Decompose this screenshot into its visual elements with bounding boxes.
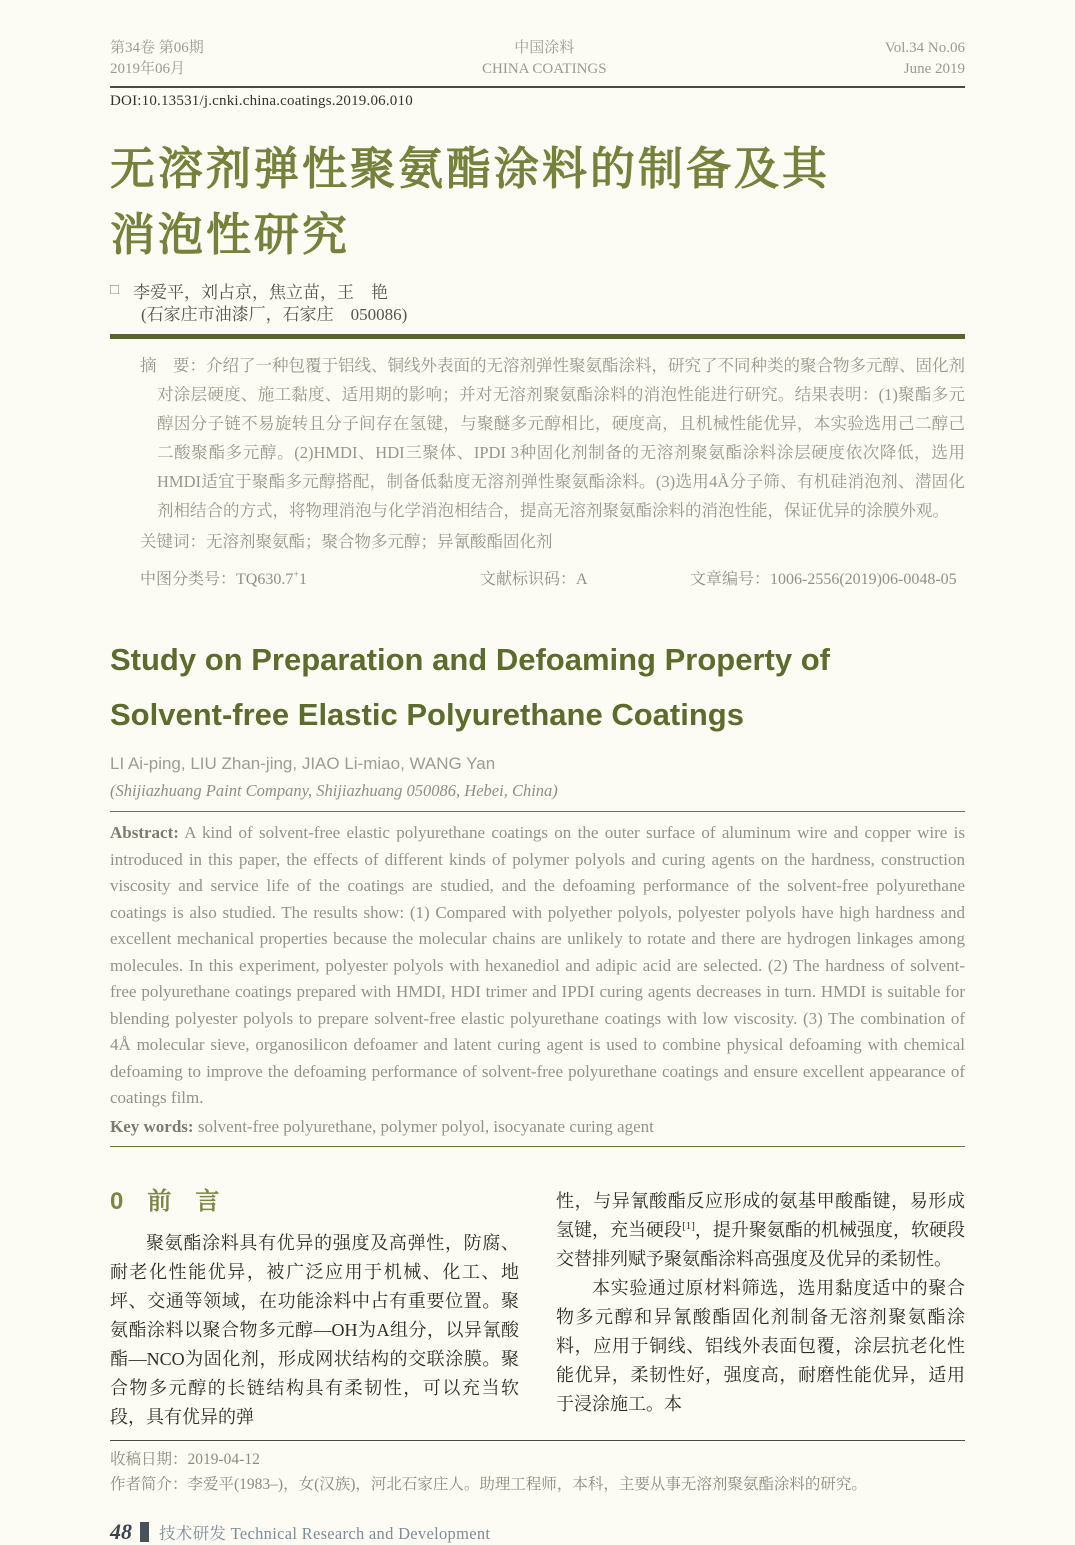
intro-paragraph-1: 聚氨酯涂料具有优异的强度及高弹性，防腐、耐老化性能优异，被广泛应用于机械、化工、地坪、交通等领域，在功能涂料中占有重要位置。聚氨酯涂料以聚合物多元醇—OH为A组分，以异氰酸酯—NCO为固化剂，形成网状结构的交联涂膜。聚合物多元醇的长链结构具有柔韧性，可以充当软段，具有优异的弹 xyxy=(110,1233,519,1427)
paper-title-en-line1: Study on Preparation and Defoaming Property of xyxy=(110,642,830,677)
author-marker-icon: □ xyxy=(110,282,120,298)
paper-title-zh-line2: 消泡性研究 xyxy=(110,209,351,260)
paper-title-zh-line1: 无溶剂弹性聚氨酯涂料的制备及其 xyxy=(110,143,831,194)
clc-sup: + xyxy=(293,569,299,581)
received-date: 收稿日期：2019-04-12 xyxy=(110,1451,260,1468)
journal-header xyxy=(110,38,965,88)
paper-title-zh xyxy=(110,136,965,268)
author-bio: 作者简介：李爱平(1983–)，女(汉族)，河北石家庄人。助理工程师，本科，主要从事无溶剂聚氨酯涂料的研究。 xyxy=(110,1476,867,1493)
journal-volume-issue-en xyxy=(885,38,965,80)
authors-zh-row xyxy=(110,278,965,303)
intro-paragraph-2: 本实验通过原材料筛选，选用黏度适中的聚合物多元醇和异氰酸酯固化剂制备无溶剂聚氨酯涂料，应用于铜线、铝线外表面包覆，涂层抗老化性能优异，柔韧性好，强度高，耐磨性能优异，适用于浸涂施工。本 xyxy=(556,1278,965,1414)
citation-ref-1: [1] xyxy=(682,1220,695,1232)
paper-title-en-line2: Solvent-free Elastic Polyurethane Coatings xyxy=(110,697,744,732)
paper-title-en xyxy=(110,632,965,742)
abstract-zh-label: 摘 要： xyxy=(140,356,206,375)
keywords-en-text: solvent-free polyurethane, polymer polyol, isocyanate curing agent xyxy=(193,1116,654,1136)
keywords-zh-text: 无溶剂聚氨酯；聚合物多元醇；异氰酸酯固化剂 xyxy=(206,532,553,551)
intro-column-right xyxy=(556,1187,965,1432)
keywords-zh-label: 关键词： xyxy=(140,532,206,551)
clc-main: 中图分类号：TQ630.7 xyxy=(140,571,294,588)
doi-line: DOI:10.13531/j.cnki.china.coatings.2019.06.010 xyxy=(110,93,413,109)
page-number: 48 xyxy=(110,1519,132,1544)
authors-zh: 李爱平，刘占京，焦立苗，王 艳 xyxy=(133,283,389,302)
document-code: 文献标识码：A xyxy=(480,571,588,588)
page-footer xyxy=(110,1519,965,1545)
volume-issue-zh: 第34卷 第06期 xyxy=(110,40,204,56)
intro-paragraph-1-continued xyxy=(556,1187,965,1274)
journal-volume-issue xyxy=(110,38,204,80)
journal-name-en: CHINA COATINGS xyxy=(482,61,607,77)
footer-bar-icon xyxy=(140,1522,149,1542)
intro-p1-cont-a: 性，与异氰酸酯反应形成的氨基甲酸酯键，易形成氢键，充当硬段 xyxy=(556,1191,965,1240)
clc-number xyxy=(140,568,480,592)
intro-p1-cont-b: ，提升聚氨酯的机械强度，软硬段交替排列赋予聚氨酯涂料高强度及优异的柔韧性。 xyxy=(556,1220,966,1269)
introduction-section xyxy=(110,1187,965,1432)
journal-name xyxy=(482,38,607,80)
keywords-en xyxy=(110,1114,965,1141)
date-zh: 2019年06月 xyxy=(110,61,186,77)
intro-column-left xyxy=(110,1187,519,1432)
keywords-zh xyxy=(140,527,965,556)
date-en: June 2019 xyxy=(903,61,965,77)
footer-section-label: 技术研发 Technical Research and Development xyxy=(159,1524,491,1543)
journal-name-zh: 中国涂料 xyxy=(514,40,575,56)
keywords-en-label: Key words: xyxy=(110,1116,194,1136)
clc-tail: 1 xyxy=(298,571,307,588)
section-divider-line xyxy=(110,1146,965,1147)
abstract-en-label: Abstract: xyxy=(110,823,179,842)
affiliation-en: (Shijiazhuang Paint Company, Shijiazhuang 050086, Hebei, China) xyxy=(110,781,558,800)
authors-en: LI Ai-ping, LIU Zhan-jing, JIAO Li-miao, WANG Yan xyxy=(110,754,496,773)
volume-issue-en: Vol.34 No.06 xyxy=(884,40,965,56)
abstract-divider-line xyxy=(110,811,965,812)
footnote-divider-line xyxy=(110,1440,965,1441)
section-heading-intro: 0 前 言 xyxy=(110,1188,220,1215)
article-meta-row xyxy=(140,568,965,592)
abstract-en xyxy=(110,820,965,1112)
abstract-zh-text: 介绍了一种包覆于铝线、铜线外表面的无溶剂弹性聚氨酯涂料，研究了不同种类的聚合物多元醇、固化剂对涂层硬度、施工黏度、适用期的影响；并对无溶剂聚氨酯涂料的消泡性能进行研究。结果表明：(1)聚酯多元醇因分子链不易旋转且分子间存在氢键，与聚醚多元醇相比，硬度高，且机械性能优异，本实验选用己二醇己二酸聚酯多元醇。(2)HMDI、HDI三聚体、IPDI 3种固化剂制备的无溶剂聚氨酯涂料涂层硬度依次降低，选用HMDI适宜于聚酯多元醇搭配，制备低黏度无溶剂弹性聚氨酯涂料。(3)选用4Å分子筛、有机硅消泡剂、潜固化剂相结合的方式，将物理消泡与化学消泡相结合，提高无溶剂聚氨酯涂料的消泡性能，保证优异的涂膜外观。 xyxy=(157,356,965,520)
title-divider-bar xyxy=(110,334,965,339)
article-id: 文章编号：1006-2556(2019)06-0048-05 xyxy=(690,571,957,588)
affiliation-zh: (石家庄市油漆厂，石家庄 050086) xyxy=(141,305,408,324)
abstract-zh xyxy=(140,351,965,525)
abstract-en-text: A kind of solvent-free elastic polyurethane coatings on the outer surface of aluminum wire and copper wire is introduced in this paper, the effects of different kinds of polymer polyols and curing agents on the hardness, construction viscosity and service life of the coatings are studied, and the defoaming performance of the solvent-free polyurethane coatings is also studied. The results show: (1) Compared with polyether polyols, polyester polyols have high hardness and excellent mechanical properties because the molecular chains are unlikely to rotate and there are hydrogen linkages among molecules. In this experiment, polyester polyols with hexanediol and adipic acid are selected. (2) The hardness of solvent-free polyurethane coatings prepared with HMDI, HDI trimer and IPDI curing agents decreases in turn. HMDI is suitable for blending polyester polyols to prepare solvent-free elastic polyurethane coatings with low viscosity. (3) The combination of 4Å molecular sieve, organosilicon defoamer and latent curing agent is used to combine physical defoaming with chemical defoaming to improve the defoaming performance of solvent-free polyurethane coatings and ensure excellent appearance of coatings film. xyxy=(110,823,965,1107)
